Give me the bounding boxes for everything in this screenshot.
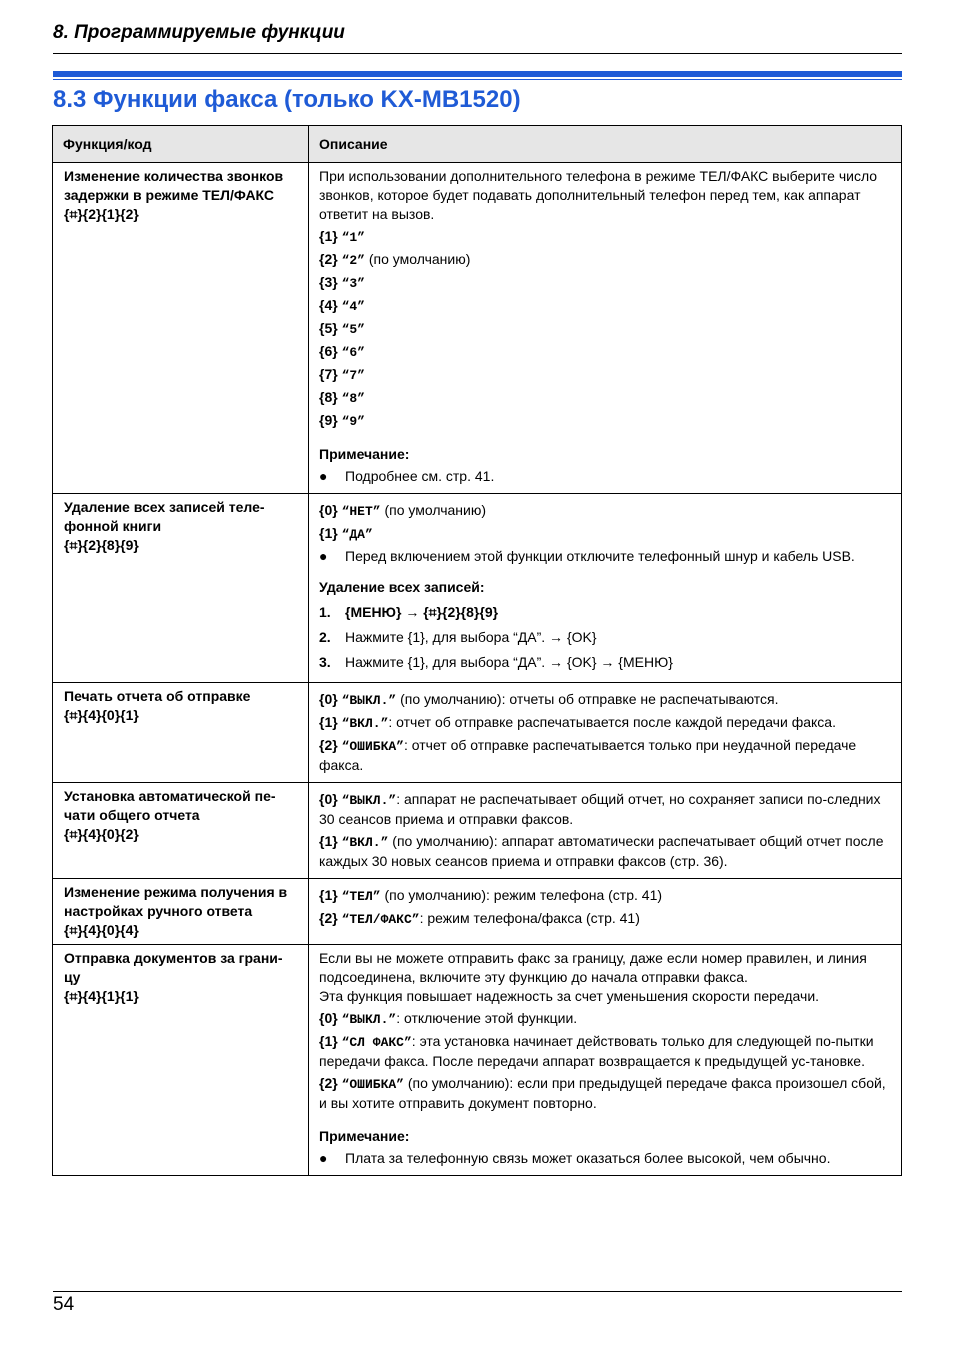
function-name: Установка автоматической пе-чати общего отчета [64,788,276,823]
option-line: {1} “ТЕЛ” (по умолчанию): режим телефона (стр. 41) [319,887,663,904]
option-line: {1} “ВКЛ.”: отчет об отправке распечатывается после каждой передачи факса. [319,714,836,731]
header-description: Описание [309,126,902,163]
option-line: {7} “7” [319,366,365,383]
bullet-icon: ● [319,468,328,484]
option-line: {1} “1” [319,228,365,245]
table-row [53,879,902,945]
function-name: Удаление всех записей теле-фонной книги [64,499,265,534]
function-name: Печать отчета об отправке [64,688,251,704]
description-cell [309,879,902,945]
note-bullet: ● Плата за телефонную связь может оказаться более высокой, чем обычно. [319,1150,831,1166]
function-code: {⌗}{4}{1}{1} [64,988,139,1004]
option-line: {8} “8” [319,389,365,406]
description-cell [309,945,902,1176]
description-cell [309,783,902,879]
step-item: 3. Нажмите {1}, для выбора “ДА”. → {OK} → {МЕНЮ} [319,654,673,670]
option-line: {5} “5” [319,320,365,337]
footer-rule [53,1291,902,1292]
page-title: 8.3 Функции факса (только KX-MB1520) [53,86,521,113]
warning-bullet: ● Перед включением этой функции отключите телефонный шнур и кабель USB. [319,548,855,564]
description-cell [309,163,902,494]
option-line: {2} “ТЕЛ/ФАКС”: режим телефона/факса (стр. 41) [319,910,640,927]
option-line: {2} “ОШИБКА”: отчет об отправке распечатывается только при неудачной передаче факса. [319,737,857,773]
option-line: {0} “ВЫКЛ.”: аппарат не распечатывает общий отчет, но сохраняет записи по-следних 30 сеансов приема и отправки факсов. [319,791,881,827]
description-cell [309,683,902,783]
subsection-label: Удаление всех записей: [319,579,485,595]
option-line: {0} “ВЫКЛ.”: отключение этой функции. [319,1010,578,1027]
option-line: {3} “3” [319,274,365,291]
header-function: Функция/код [53,126,309,163]
option-line: {1} “ДА” [319,525,373,542]
description-cell [309,494,902,683]
header-rule [53,53,902,54]
function-code: {⌗}{2}{8}{9} [64,537,139,553]
function-cell [53,945,309,1176]
function-name: Изменение количества звонков задержки в режиме ТЕЛ/ФАКС [64,168,284,203]
table-row [53,783,902,879]
section-header: 8. Программируемые функции [53,22,345,43]
description-intro: Если вы не можете отправить факс за границу, даже если номер правилен, и линия подсоединена, включите эту функцию до начала отправки факса. [319,950,867,985]
functions-table [52,125,902,1176]
function-cell [53,879,309,945]
page-number: 54 [53,1294,75,1315]
function-code: {⌗}{2}{1}{2} [64,206,139,222]
description-intro: При использовании дополнительного телефона в режиме ТЕЛ/ФАКС выберите число звонков, которое будет подавать дополнительный телефон перед тем, как аппарат ответит на вызов. [319,168,878,222]
table-row [53,494,902,683]
steps-list [319,603,891,672]
table-row [53,163,902,494]
function-name: Отправка документов за грани-цу [64,950,283,985]
table-row [53,945,902,1176]
note-label: Примечание: [319,446,410,462]
step-item: 2. Нажмите {1}, для выбора “ДА”. → {OK} [319,629,597,645]
option-line: {1} “СЛ ФАКС”: эта установка начинает действовать только для следующей по-пытки передачи факса. После передачи аппарат возвращается к предыдущей ус-тановке. [319,1033,874,1069]
title-bar-thick [53,71,902,77]
table-row [53,683,902,783]
note-bullet: ● Подробнее см. стр. 41. [319,468,495,484]
function-cell [53,163,309,494]
option-line: {2} “2” (по умолчанию) [319,251,471,268]
function-code: {⌗}{4}{0}{2} [64,826,139,842]
option-line: {4} “4” [319,297,365,314]
option-line: {9} “9” [319,412,365,429]
step-item: 1. {МЕНЮ} → {⌗}{2}{8}{9} [319,604,499,620]
option-line: {1} “ВКЛ.” (по умолчанию): аппарат автоматически распечатывает общий отчет после каждых 30 новых сеансов приема и отправки факсов (стр. 36). [319,833,884,869]
bullet-icon: ● [319,548,328,564]
function-cell [53,783,309,879]
option-line: {0} “ВЫКЛ.” (по умолчанию): отчеты об отправке не распечатываются. [319,691,779,708]
bullet-icon: ● [319,1150,328,1166]
function-name: Изменение режима получения в настройках ручного ответа [64,884,288,919]
title-bar-thin [53,79,902,80]
function-cell [53,494,309,683]
note-label: Примечание: [319,1128,410,1144]
function-code: {⌗}{4}{0}{4} [64,922,139,938]
option-line: {6} “6” [319,343,365,360]
description-intro-2: Эта функция повышает надежность за счет уменьшения скорости передачи. [319,988,820,1004]
table-header-row [53,126,902,163]
function-cell [53,683,309,783]
option-line: {0} “НЕТ” (по умолчанию) [319,502,487,519]
option-line: {2} “ОШИБКА” (по умолчанию): если при предыдущей передаче факса произошел сбой, и вы хотите отправить документ повторно. [319,1075,886,1111]
function-code: {⌗}{4}{0}{1} [64,707,139,723]
